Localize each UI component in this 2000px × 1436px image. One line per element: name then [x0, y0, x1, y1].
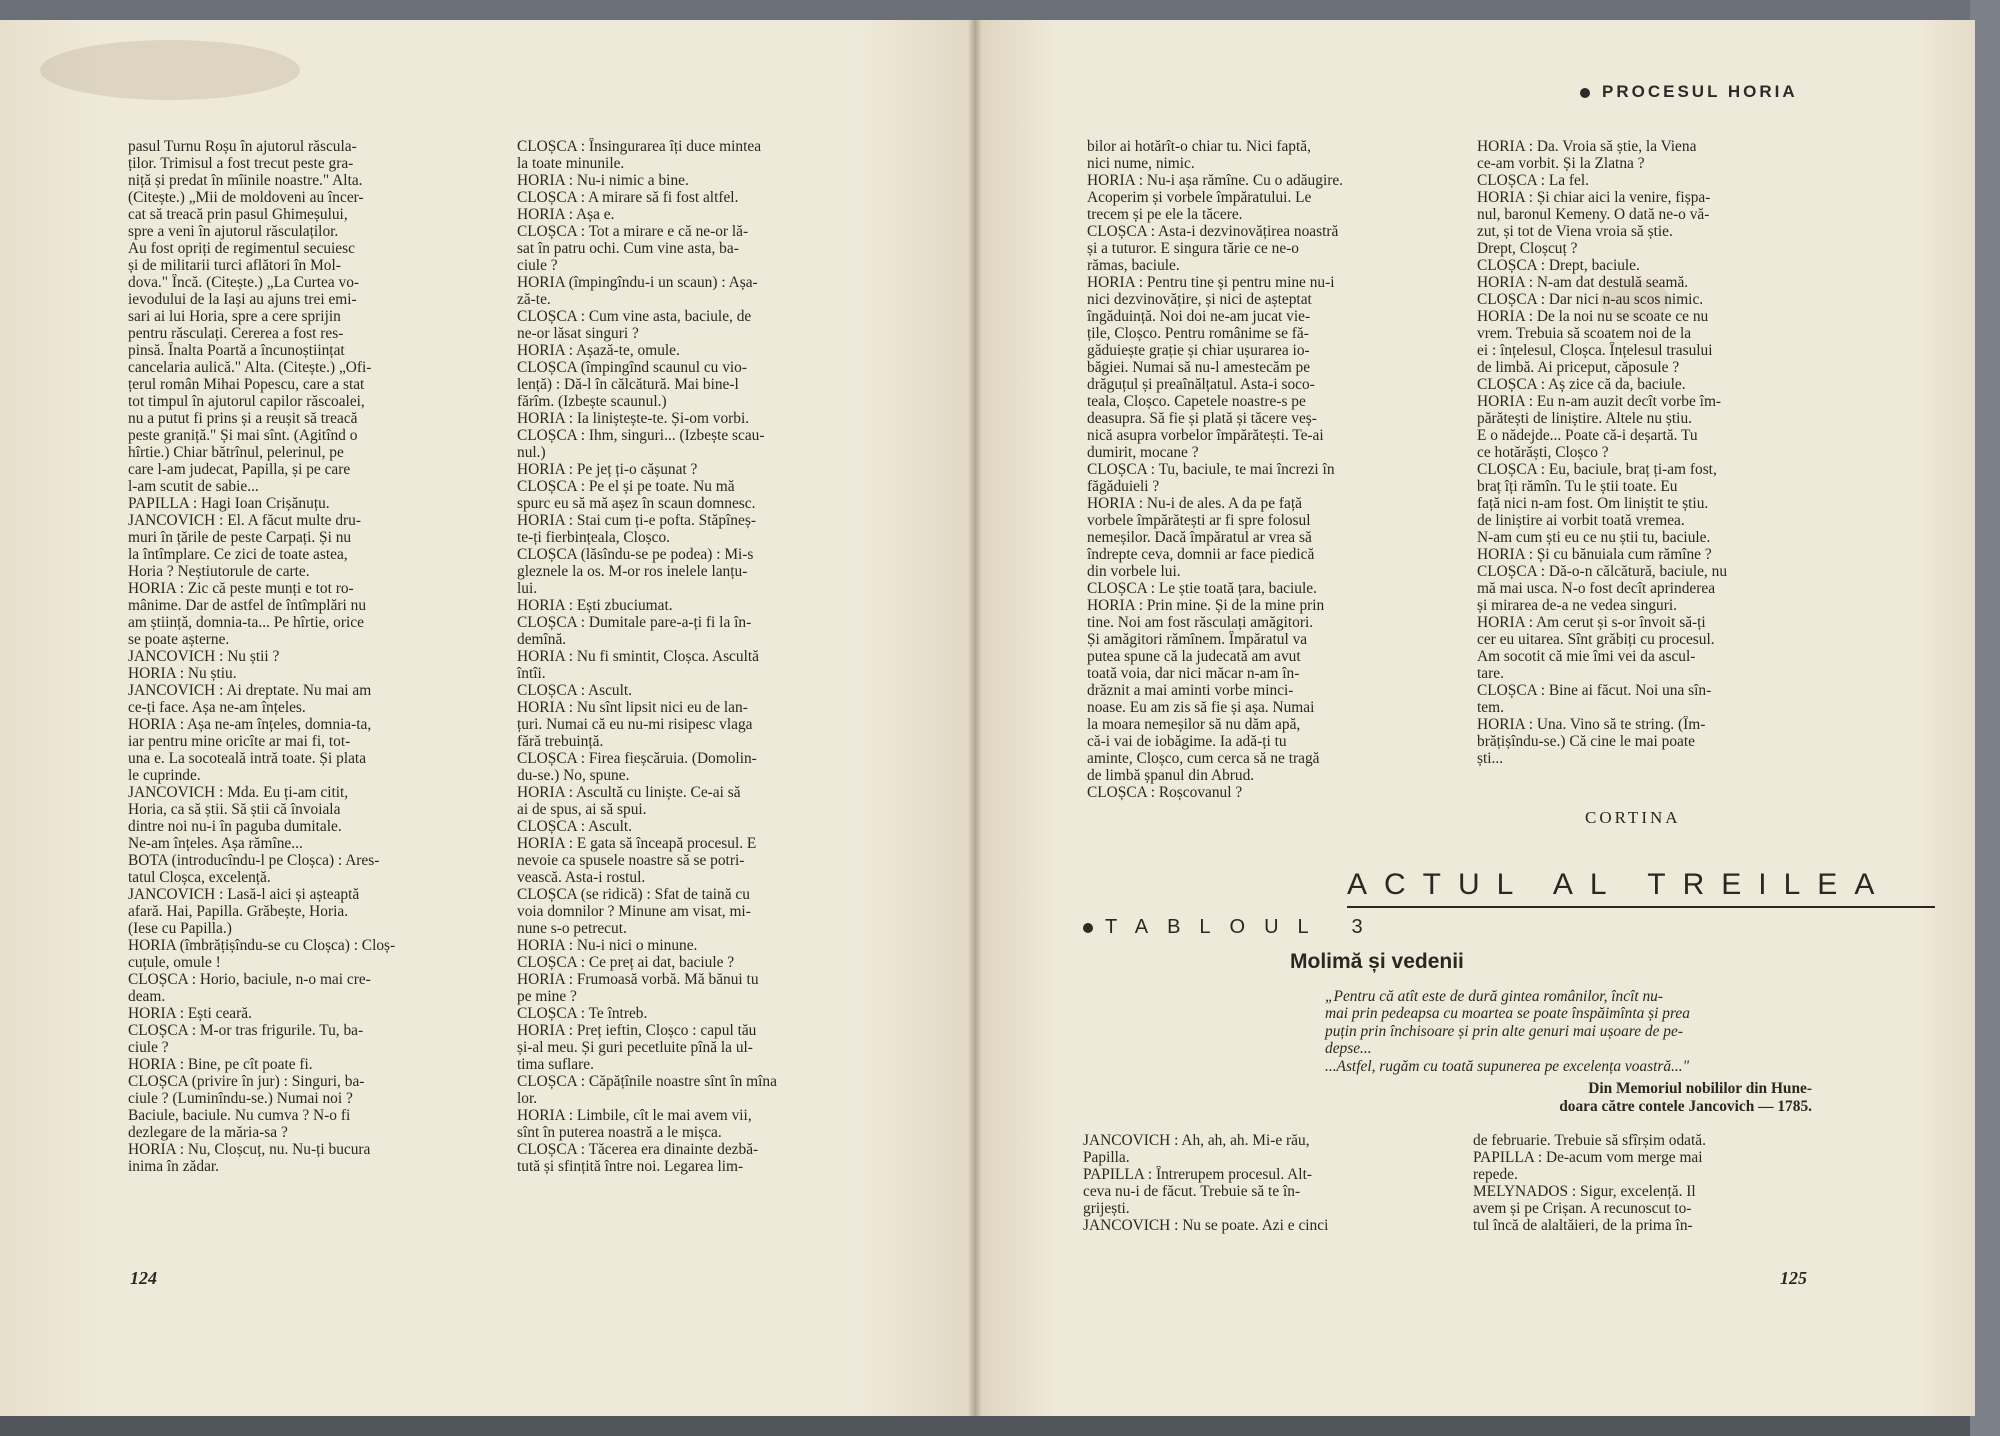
text-line: la toate minunile.	[517, 155, 625, 172]
text-line: HORIA : Ascultă cu liniște. Ce-ai să	[517, 784, 741, 801]
text-line: HORIA : N-am dat destulă seamă.	[1477, 274, 1689, 291]
text-line: ciule ?	[128, 1039, 169, 1056]
text-line: brățișîndu-se.) Că cine le mai poate	[1477, 733, 1695, 750]
text-line: HORIA : Nu sînt lipsit nici eu de lan-	[517, 699, 748, 716]
text-column-4	[1477, 138, 1815, 767]
text-line: gleznele la os. M-or ros inelele lanțu-	[517, 563, 748, 580]
text-line: dova." Încă. (Citește.) „La Curtea vo-	[128, 274, 360, 291]
text-line: lență) : Dă-l în călcătură. Mai bine-l	[517, 376, 739, 393]
text-line: și a tuturor. E singura tărie ce ne-o	[1087, 240, 1299, 257]
text-line: țile, Cloșco. Pentru românime se fă-	[1087, 325, 1309, 342]
epigraph-line: depse...	[1325, 1040, 1372, 1058]
text-line: fărîm. (Izbește scaunul.)	[517, 393, 667, 410]
text-line: CLOȘCA (se ridică) : Sfat de taină cu	[517, 886, 750, 903]
tableau-text: TABLOUL 3	[1105, 916, 1382, 938]
text-column-5	[1083, 1132, 1423, 1234]
text-line: Am socotit că mie îmi vei da ascul-	[1477, 648, 1696, 665]
text-line: HORIA : Limbile, cît le mai avem vii,	[517, 1107, 752, 1124]
text-line: nemeșilor. Dacă împăratul ar vrea să	[1087, 529, 1312, 546]
text-line: PAPILLA : Hagi Ioan Crișănuțu.	[128, 495, 330, 512]
text-line: ne-or lăsat singuri ?	[517, 325, 639, 342]
text-line: niță și predat în mîinile noastre." Alta.	[128, 172, 363, 189]
text-line: vească. Asta-i rostul.	[517, 869, 646, 886]
text-line: peste graniță." Și mai sînt. (Agitînd o	[128, 427, 358, 444]
text-line: țerul român Mihai Popescu, care a stat	[128, 376, 365, 393]
text-line: inima în zădar.	[128, 1158, 220, 1175]
text-line: una e. La socoteală intră toate. Și plata	[128, 750, 367, 767]
running-head-text: PROCESUL HORIA	[1602, 82, 1798, 101]
text-line: HORIA : Nu știu.	[128, 665, 237, 682]
text-line: părătești de liniștire. Altele nu știu.	[1477, 410, 1692, 427]
text-line: nevoie ca spusele noastre să se potri-	[517, 852, 745, 869]
text-line: la moara nemeșilor să nu dăm apă,	[1087, 716, 1301, 733]
text-line: ce hotărăști, Cloșco ?	[1477, 444, 1609, 461]
text-line: nul, baronul Kemeny. O dată ne-o vă-	[1477, 206, 1710, 223]
text-line: Papilla.	[1083, 1149, 1130, 1166]
text-line: găduiește grație și chiar ușurarea io-	[1087, 342, 1310, 359]
text-line: îndrepte ceva, domnii ar face piedică	[1087, 546, 1315, 563]
text-line: nici nume, nimic.	[1087, 155, 1195, 172]
text-line: PAPILLA : De-acum vom merge mai	[1473, 1149, 1703, 1166]
text-line: fără trebuință.	[517, 733, 604, 750]
text-line: bilor ai hotărît-o chiar tu. Nici faptă,	[1087, 138, 1311, 155]
epigraph	[1325, 988, 1810, 1075]
text-line: și de militarii turci aflători în Mol-	[128, 257, 341, 274]
text-line: HORIA : De la noi nu se scoate ce nu	[1477, 308, 1709, 325]
text-line: HORIA : Una. Vino să te string. (Îm-	[1477, 716, 1706, 733]
text-column-3	[1087, 138, 1425, 801]
text-line: CLOȘCA : Dumitale pare-a-ți fi la în-	[517, 614, 752, 631]
text-line: MELYNADOS : Sigur, excelență. Il	[1473, 1183, 1696, 1200]
text-line: CLOȘCA : Te întreb.	[517, 1005, 648, 1022]
text-line: HORIA : Ia liniștește-te. Și-om vorbi.	[517, 410, 750, 427]
text-line: CLOȘCA : Cum vine asta, baciule, de	[517, 308, 752, 325]
text-line: rămas, baciule.	[1087, 257, 1180, 274]
text-line: CLOȘCA : Dar nici n-au scos nimic.	[1477, 291, 1704, 308]
text-line: iar pentru mine oricîte ar mai fi, tot-	[128, 733, 351, 750]
text-line: zut, și tot de Viena vroia să știe.	[1477, 223, 1673, 240]
text-line: afară. Hai, Papilla. Grăbește, Horia.	[128, 903, 349, 920]
text-line: întîi.	[517, 665, 546, 682]
act-title: ACTUL AL TREILEA	[1347, 868, 1935, 908]
text-line: băgiei. Numai să nu-l amestecăm pe	[1087, 359, 1311, 376]
epigraph-source-line: Din Memoriul nobililor din Hune-	[1588, 1080, 1812, 1097]
text-line: tot timpul în ajutorul capilor răscoalei,	[128, 393, 365, 410]
text-line: țuri. Numai că eu nu-mi risipesc vlaga	[517, 716, 753, 733]
text-line: lor.	[517, 1090, 538, 1107]
text-line: HORIA : Ești zbuciumat.	[517, 597, 673, 614]
text-line: (Citește.) „Mii de moldoveni au încer-	[128, 189, 364, 206]
text-line: l-am scutit de sabie...	[128, 478, 259, 495]
text-line: pinsă. Înalta Poartă a încunoștiințat	[128, 342, 345, 359]
text-line: ciule ? (Luminîndu-se.) Numai noi ?	[128, 1090, 353, 1107]
scene-title: Molimă și vedenii	[1290, 950, 1464, 973]
text-line: CLOȘCA : A mirare să fi fost altfel.	[517, 189, 739, 206]
text-line: sari ai lui Horia, spre a cere sprijin	[128, 308, 341, 325]
text-line: cuțule, omule !	[128, 954, 221, 971]
text-line: Horia, ca să știi. Să știi că învoiala	[128, 801, 341, 818]
text-line: dumirit, mocane ?	[1087, 444, 1199, 461]
text-line: HORIA : Așa ne-am înțeles, domnia-ta,	[128, 716, 372, 733]
text-line: nul.)	[517, 444, 546, 461]
text-line: trecem și pe ele la tăcere.	[1087, 206, 1243, 223]
text-column-2	[517, 138, 854, 1175]
text-line: braț îți rămîn. Tu le știi toate. Eu	[1477, 478, 1678, 495]
text-line: E o nădejde... Poate că-i deșartă. Tu	[1477, 427, 1698, 444]
text-line: HORIA : Nu-i așa rămîne. Cu o adăugire.	[1087, 172, 1344, 189]
text-line: făgăduieli ?	[1087, 478, 1160, 495]
text-line: ceva nu-i de făcut. Trebuie să te în-	[1083, 1183, 1301, 1200]
text-line: CLOȘCA : Le știe toată țara, baciule.	[1087, 580, 1317, 597]
text-line: HORIA : Pe jeț ți-o cășunat ?	[517, 461, 698, 478]
text-line: de februarie. Trebuie să sfîrșim odată.	[1473, 1132, 1706, 1149]
text-line: HORIA : Nu fi smintit, Cloșca. Ascultă	[517, 648, 759, 665]
text-line: vrem. Trebuia să scoatem noi de la	[1477, 325, 1692, 342]
text-line: avem și pe Crișan. A recunoscut to-	[1473, 1200, 1692, 1217]
text-line: de limbă șpanul din Abrud.	[1087, 767, 1255, 784]
text-line: Drept, Cloșcuț ?	[1477, 240, 1578, 257]
text-line: Horia ? Neștiutorule de carte.	[128, 563, 310, 580]
text-line: CLOȘCA : Însingurarea îți duce mintea	[517, 138, 762, 155]
text-line: CLOȘCA : Ce preț ai dat, baciule ?	[517, 954, 735, 971]
text-line: HORIA : Frumoasă vorbă. Mă bănui tu	[517, 971, 759, 988]
text-line: HORIA : Nu-i de ales. A da pe față	[1087, 495, 1302, 512]
page-number-left: 124	[130, 1268, 157, 1288]
text-line: CLOȘCA : M-or tras frigurile. Tu, ba-	[128, 1022, 364, 1039]
text-line: PAPILLA : Întrerupem procesul. Alt-	[1083, 1166, 1312, 1183]
text-line: HORIA : Prin mine. Și de la mine prin	[1087, 597, 1325, 614]
text-line: spre a veni în ajutorul răsculaților.	[128, 223, 339, 240]
text-line: tul încă de alaltăieri, de la prima în-	[1473, 1217, 1693, 1234]
text-line: muri în țările de peste Carpați. Și nu	[128, 529, 352, 546]
epigraph-line: puțin prin închisoare și prin alte genuri mai ușoare de pe-	[1325, 1022, 1683, 1040]
text-line: CLOȘCA : Asta-i dezvinovățirea noastră	[1087, 223, 1339, 240]
text-line: HORIA : Am cerut și s-or învoit să-ți	[1477, 614, 1706, 631]
text-line: lui.	[517, 580, 538, 597]
text-line: JANCOVICH : El. A făcut multe dru-	[128, 512, 361, 529]
text-line: cat să treacă prin pasul Ghimeșului,	[128, 206, 348, 223]
text-line: CLOȘCA : Ascult.	[517, 682, 633, 699]
text-line: am știință, domnia-ta... Pe hîrtie, orice	[128, 614, 364, 631]
text-line: din vorbele lui.	[1087, 563, 1181, 580]
text-line: CLOȘCA : Ihm, singuri... (Izbește scau-	[517, 427, 765, 444]
text-line: CLOȘCA : Roșcovanul ?	[1087, 784, 1243, 801]
text-line: CLOȘCA : Tot a mirare e că ne-or lă-	[517, 223, 749, 240]
text-line: Ne-am înțeles. Așa rămîne...	[128, 835, 303, 852]
text-line: nici dezvinovățire, și nici de așteptat	[1087, 291, 1312, 308]
epigraph-line: „Pentru că atît este de dură gintea românilor, încît nu-	[1325, 988, 1663, 1005]
text-line: JANCOVICH : Mda. Eu ți-am citit,	[128, 784, 349, 801]
text-line: ciule ?	[517, 257, 558, 274]
text-line: ce-am vorbit. Și la Zlatna ?	[1477, 155, 1645, 172]
text-line: ților. Trimisul a fost trecut peste gra-	[128, 155, 354, 172]
epigraph-source	[1440, 1080, 1812, 1116]
text-line: HORIA : Zic că peste munți e tot ro-	[128, 580, 354, 597]
text-line: CLOȘCA : Ascult.	[517, 818, 633, 835]
text-line: HORIA : Da. Vroia să știe, la Viena	[1477, 138, 1697, 155]
text-line: HORIA : Preț ieftin, Cloșco : capul tău	[517, 1022, 757, 1039]
text-line: JANCOVICH : Ai dreptate. Nu mai am	[128, 682, 372, 699]
text-line: drăznit a mai aminti vorbe minci-	[1087, 682, 1294, 699]
text-line: care l-am judecat, Papilla, și pe care	[128, 461, 351, 478]
tableau-heading	[1083, 916, 1382, 939]
text-line: că-i vai de iobăgime. Ia adă-ți tu	[1087, 733, 1287, 750]
text-line: putea spune că la judecată am avut	[1087, 648, 1301, 665]
text-line: vorbele împărătești ar fi spre folosul	[1087, 512, 1311, 529]
text-line: BOTA (introducîndu-l pe Cloșca) : Ares-	[128, 852, 380, 869]
text-line: cancelaria aulică." Alta. (Citește.) „Ofi-	[128, 359, 372, 376]
text-line: pentru răsculați. Cererea a fost res-	[128, 325, 344, 342]
text-line: ză-te.	[517, 291, 551, 308]
text-line: ști...	[1477, 750, 1504, 767]
text-line: CLOȘCA (privire în jur) : Singuri, ba-	[128, 1073, 365, 1090]
page-number-right: 125	[1780, 1268, 1807, 1288]
text-line: demînă.	[517, 631, 567, 648]
text-line: hîrtie.) Chiar bătrînul, pelerinul, pe	[128, 444, 344, 461]
curtain-label: CORTINA	[1585, 808, 1681, 827]
text-line: JANCOVICH : Nu știi ?	[128, 648, 280, 665]
text-line: teala, Cloșco. Capetele noastre-s pe	[1087, 393, 1306, 410]
text-line: CLOȘCA : La fel.	[1477, 172, 1590, 189]
text-line: CLOȘCA : Drept, baciule.	[1477, 257, 1640, 274]
text-line: HORIA : Ești ceară.	[128, 1005, 252, 1022]
text-line: CLOȘCA : Pe el și pe toate. Nu mă	[517, 478, 735, 495]
text-line: Baciule, baciule. Nu cumva ? N-o fi	[128, 1107, 351, 1124]
text-line: nu a putut fi prins și a reușit să treacă	[128, 410, 358, 427]
text-line: de limbă. Ai priceput, căposule ?	[1477, 359, 1680, 376]
text-line: pe mine ?	[517, 988, 577, 1005]
text-line: HORIA : Și chiar aici la venire, fișpa-	[1477, 189, 1711, 206]
text-line: HORIA : Și cu bănuiala cum rămîne ?	[1477, 546, 1712, 563]
text-line: HORIA : Așază-te, omule.	[517, 342, 680, 359]
text-line: deam.	[128, 988, 166, 1005]
text-line: grijești.	[1083, 1200, 1130, 1217]
text-line: Au fost opriți de regimentul secuiesc	[128, 240, 355, 257]
text-line: ei : înțelesul, Cloșca. Înțelesul trasului	[1477, 342, 1713, 359]
text-line: noase. Eu am zis să fie și așa. Numai	[1087, 699, 1315, 716]
text-line: spurc eu să mă așez în scaun domnesc.	[517, 495, 756, 512]
text-line: sînt în puterea noastră a le mișca.	[517, 1124, 722, 1141]
text-line: CLOȘCA (împingînd scaunul cu vio-	[517, 359, 747, 376]
text-line: repede.	[1473, 1166, 1518, 1183]
text-line: toată voia, dar nici măcar n-am în-	[1087, 665, 1300, 682]
text-line: ce-ți face. Așa ne-am înțeles.	[128, 699, 306, 716]
text-line: nune s-o petrecut.	[517, 920, 627, 937]
text-line: Și amăgitori rămînem. Împăratul va	[1087, 631, 1308, 648]
epigraph-line: mai prin pedeapsa cu moartea se poate înspăimînta și prea	[1325, 1005, 1690, 1023]
text-line: JANCOVICH : Ah, ah, ah. Mi-e rău,	[1083, 1132, 1310, 1149]
text-line: și mirarea de-a ne vedea singuri.	[1477, 597, 1677, 614]
bullet-icon	[1580, 88, 1590, 98]
text-line: față nici n-am fost. Om liniștit te știu.	[1477, 495, 1709, 512]
text-line: și-al meu. Și guri pecetluite pînă la ul-	[517, 1039, 753, 1056]
text-line: tem.	[1477, 699, 1504, 716]
text-line: CLOȘCA : Tăcerea era dinainte dezbă-	[517, 1141, 759, 1158]
text-line: te-ți fierbințeala, Cloșco.	[517, 529, 670, 546]
text-line: HORIA : Bine, pe cît poate fi.	[128, 1056, 313, 1073]
book-gutter	[968, 20, 982, 1416]
text-line: HORIA : Așa e.	[517, 206, 615, 223]
text-line: mă mai usca. N-o fost decît aprinderea	[1477, 580, 1716, 597]
text-line: (Iese cu Papilla.)	[128, 920, 232, 937]
text-line: HORIA : Nu-i nimic a bine.	[517, 172, 689, 189]
text-line: CLOȘCA : Tu, baciule, te mai încrezi în	[1087, 461, 1335, 478]
text-line: nică asupra vorbelor împărătești. Te-ai	[1087, 427, 1324, 444]
text-line: le cuprinde.	[128, 767, 201, 784]
text-line: se poate așterne.	[128, 631, 230, 648]
text-line: tută și sfințită între noi. Legarea lim-	[517, 1158, 744, 1175]
text-line: CLOȘCA : Horio, baciule, n-o mai cre-	[128, 971, 371, 988]
text-line: ievodului de la Iași au ajuns trei emi-	[128, 291, 357, 308]
bullet-icon	[1083, 923, 1093, 933]
text-line: HORIA (împingîndu-i un scaun) : Așa-	[517, 274, 758, 291]
text-line: voia domnilor ? Minune am visat, mi-	[517, 903, 751, 920]
text-line: JANCOVICH : Lasă-l aici și așteaptă	[128, 886, 360, 903]
page-stain	[40, 40, 300, 100]
text-line: Acoperim și vorbele împăratului. Le	[1087, 189, 1312, 206]
text-line: HORIA (îmbrățișîndu-se cu Cloșca) : Cloș-	[128, 937, 396, 954]
text-line: CLOȘCA : Bine ai făcut. Noi una sîn-	[1477, 682, 1712, 699]
text-line: dezlegare de la măria-sa ?	[128, 1124, 288, 1141]
text-line: dintre noi nu-i în paguba dumitale.	[128, 818, 342, 835]
text-line: CLOȘCA : Aș zice că da, baciule.	[1477, 376, 1686, 393]
text-line: la întîmplare. Ce zici de toate astea,	[128, 546, 348, 563]
text-line: sat în patru ochi. Cum vine asta, ba-	[517, 240, 739, 257]
text-line: HORIA : Nu, Cloșcuț, nu. Nu-ți bucura	[128, 1141, 371, 1158]
text-line: tatul Cloșca, excelență.	[128, 869, 271, 886]
text-line: mânime. Dar de astfel de întîmplări nu	[128, 597, 367, 614]
text-line: aminte, Cloșco, cum cerca să ne tragă	[1087, 750, 1320, 767]
text-line: CLOȘCA : Eu, baciule, braț ți-am fost,	[1477, 461, 1717, 478]
text-line: tare.	[1477, 665, 1504, 682]
text-line: HORIA : Stai cum ți-e pofta. Stăpînеș-	[517, 512, 756, 529]
text-line: tine. Noi am fost răsculați amăgitori.	[1087, 614, 1314, 631]
text-line: CLOȘCA : Firea fieșcăruia. (Domolin-	[517, 750, 757, 767]
text-line: deasupra. Să fie și plată și tăcere veș-	[1087, 410, 1317, 427]
text-line: CLOȘCA : Dă-o-n călcătură, baciule, nu	[1477, 563, 1728, 580]
text-line: HORIA : Nu-i nici o minune.	[517, 937, 698, 954]
text-line: HORIA : E gata să înceapă procesul. E	[517, 835, 757, 852]
text-line: HORIA : Eu n-am auzit decît vorbe îm-	[1477, 393, 1722, 410]
epigraph-source-line: doara către contele Jancovich — 1785.	[1559, 1098, 1812, 1115]
text-line: tima suflare.	[517, 1056, 594, 1073]
text-line: ai de spus, ai să spui.	[517, 801, 647, 818]
epigraph-line: ...Astfel, rugăm cu toată supunerea pe excelența voastră..."	[1325, 1057, 1690, 1075]
text-line: CLOȘCA (lăsîndu-se pe podea) : Mi-s	[517, 546, 754, 563]
text-column-6	[1473, 1132, 1813, 1234]
text-line: drăguțul și preaînălțatul. Asta-i soco-	[1087, 376, 1315, 393]
text-line: JANCOVICH : Nu se poate. Azi e cinci	[1083, 1217, 1329, 1234]
text-line: HORIA : Pentru tine și pentru mine nu-i	[1087, 274, 1335, 291]
text-line: N-am cum ști eu ce nu știi tu, baciule.	[1477, 529, 1711, 546]
text-line: îngăduință. Noi doi ne-am jucat vie-	[1087, 308, 1311, 325]
text-line: du-se.) No, spune.	[517, 767, 630, 784]
text-line: cer eu uitarea. Sînt grăbiți cu procesul.	[1477, 631, 1715, 648]
running-head	[1580, 82, 1798, 102]
text-line: pasul Turnu Roșu în ajutorul răscula-	[128, 138, 357, 155]
text-line: de liniștire ai vorbit toată vremea.	[1477, 512, 1685, 529]
text-line: CLOȘCA : Căpățînile noastre sînt în mîna	[517, 1073, 777, 1090]
text-column-1	[128, 138, 463, 1175]
